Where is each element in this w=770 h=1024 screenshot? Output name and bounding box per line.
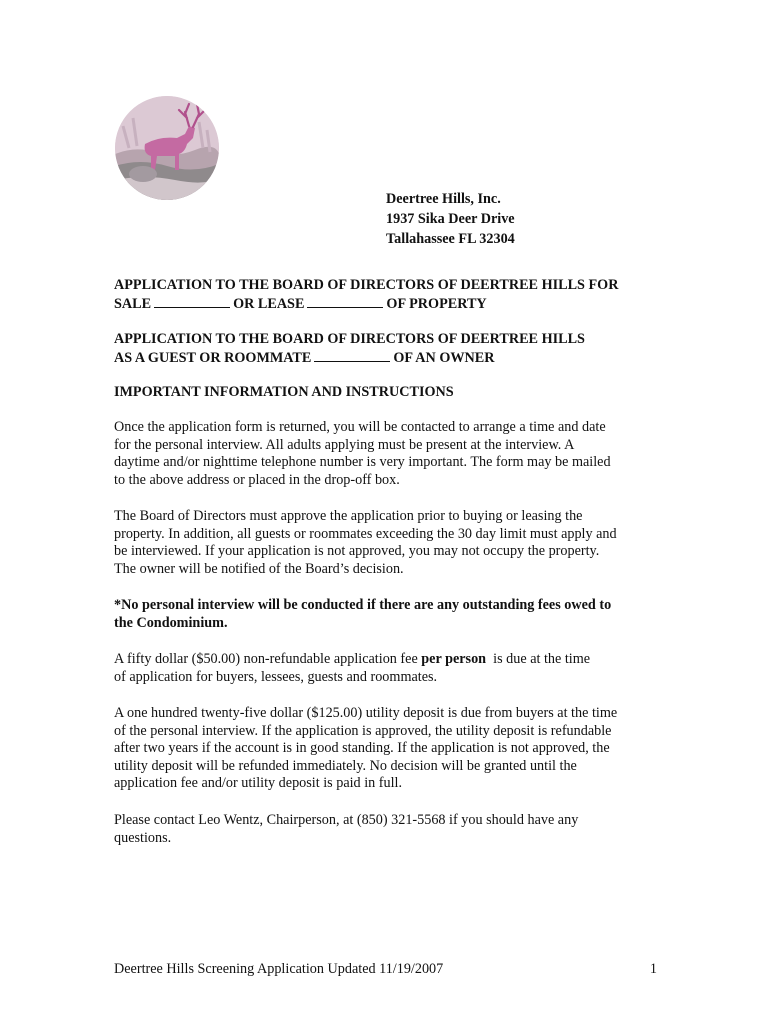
deer-emblem-icon [115, 96, 219, 200]
sale-lease-heading-line1: APPLICATION TO THE BOARD OF DIRECTORS OF DEERTREE HILLS FOR [114, 277, 619, 293]
sale-lease-heading-line2 [114, 295, 662, 314]
guest-blank-field[interactable] [314, 349, 390, 362]
p4-text: A fifty dollar ($50.00) non-refundable application fee [114, 651, 422, 667]
guest-heading-line2 [114, 349, 662, 368]
p5-line: utility deposit will be refunded immediately. No decision will be granted until the [114, 757, 577, 774]
sale-label: SALE [114, 295, 152, 312]
company-address [386, 189, 515, 249]
p5-line: A one hundred twenty-five dollar ($125.00) utility deposit is due from buyers at the time [114, 705, 618, 721]
p5-line: after two years if the account is in good standing. If the application is not approved, the [114, 740, 610, 757]
p2-line: be interviewed. If your application is not approved, you may not occupy the property. [114, 543, 600, 560]
page-number: 1 [649, 961, 657, 977]
sale-lease-heading [114, 277, 662, 313]
paragraph-application-return [114, 419, 662, 489]
important-heading [114, 384, 662, 402]
p5-line: application fee and/or utility deposit is paid in full. [114, 775, 403, 792]
p1-line: daytime and/or nighttime telephone number is very important. The form may be mailed [114, 454, 611, 471]
important-heading-text: IMPORTANT INFORMATION AND INSTRUCTIONS [114, 384, 454, 400]
company-street: 1937 Sika Deer Drive [386, 211, 515, 227]
per-person-emphasis: per person [421, 651, 487, 667]
p6-line: questions. [114, 829, 172, 846]
p3-line: *No personal interview will be conducted if there are any outstanding fees owed to [114, 597, 612, 613]
p3-line: the Condominium. [114, 614, 228, 631]
p4-line2: of application for buyers, lessees, guests and roommates. [114, 668, 438, 685]
company-name: Deertree Hills, Inc. [386, 191, 501, 207]
p5-line: of the personal interview. If the application is approved, the utility deposit is refundable [114, 722, 612, 739]
p2-line: property. In addition, all guests or roommates exceeding the 30 day limit must apply and [114, 525, 617, 542]
paragraph-outstanding-fees [114, 597, 662, 632]
p4-line1 [114, 651, 662, 669]
paragraph-utility-deposit [114, 705, 662, 793]
paragraph-board-approval [114, 508, 662, 578]
property-label: OF PROPERTY [386, 295, 487, 312]
lease-blank-field[interactable] [307, 295, 383, 308]
guest-heading [114, 331, 662, 367]
p2-line: The Board of Directors must approve the application prior to buying or leasing the [114, 508, 583, 524]
p1-line: to the above address or placed in the drop-off box. [114, 471, 400, 488]
company-city: Tallahassee FL 32304 [386, 231, 515, 247]
p6-line: Please contact Leo Wentz, Chairperson, at (850) 321-5568 if you should have any [114, 812, 579, 828]
paragraph-contact [114, 812, 662, 847]
p4-text: is due at the time [486, 651, 591, 667]
owner-label: OF AN OWNER [393, 349, 495, 366]
footer-text: Deertree Hills Screening Application Updated 11/19/2007 [114, 961, 444, 977]
guest-heading-line1: APPLICATION TO THE BOARD OF DIRECTORS OF DEERTREE HILLS [114, 331, 585, 347]
p2-line: The owner will be notified of the Board’s decision. [114, 560, 404, 577]
p1-line: for the personal interview. All adults applying must be present at the interview. A [114, 436, 575, 453]
sale-blank-field[interactable] [154, 295, 230, 308]
paragraph-application-fee [114, 651, 662, 686]
p1-line: Once the application form is returned, you will be contacted to arrange a time and date [114, 419, 606, 435]
lease-label: OR LEASE [233, 295, 305, 312]
guest-label: AS A GUEST OR ROOMMATE [114, 349, 312, 366]
